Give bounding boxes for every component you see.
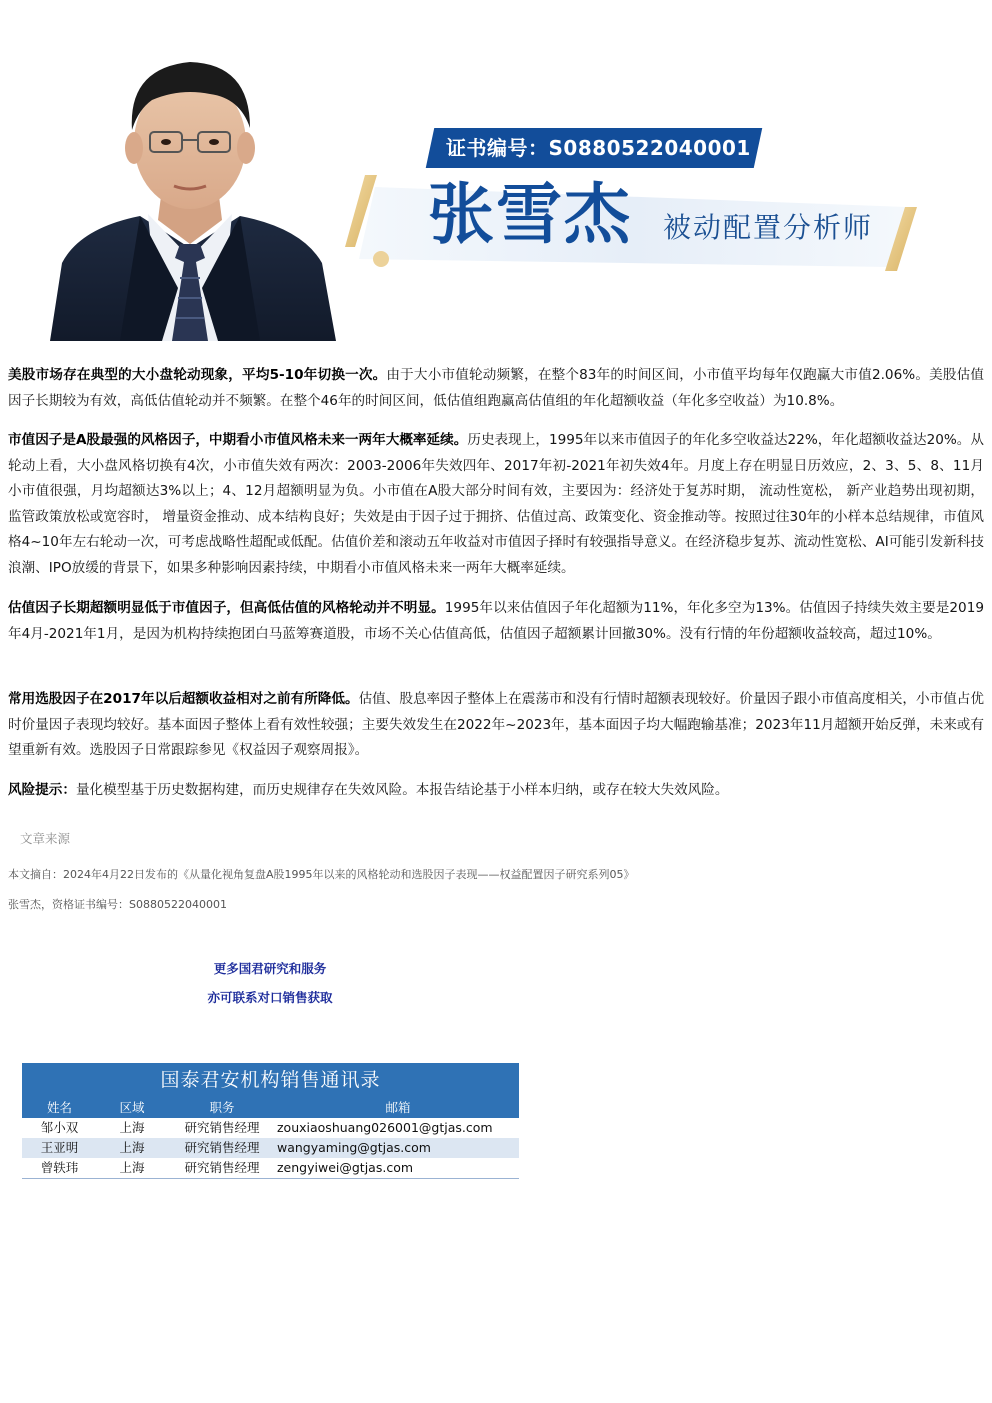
source-heading: 文章来源 xyxy=(20,831,71,846)
contact-region: 上海 xyxy=(119,1160,145,1175)
header-email: 邮箱 xyxy=(385,1100,411,1115)
paragraph-body: 1995年以来估值因子年化超额为11%，年化多空为13%。估值因子持续失效主要是2019年4月-2021年1月，是因为机构持续抱团白马蓝筹赛道股，市场不关心估值高低，估值因子超额累计回撤30%。没有行情的年份超额收益较高，超过10%。 xyxy=(8,600,985,642)
contact-title: 研究销售经理 xyxy=(184,1140,260,1155)
source-citation: 本文摘自：2024年4月22日发布的《从量化视角复盘A股1995年以来的风格轮动和选股因子表现——权益配置因子研究系列05》 xyxy=(8,868,635,881)
header-title: 职务 xyxy=(209,1100,235,1115)
contact-title: 研究销售经理 xyxy=(184,1120,260,1135)
contact-name: 邹小双 xyxy=(40,1120,79,1135)
table-row xyxy=(22,1158,519,1178)
contact-region: 上海 xyxy=(119,1140,145,1155)
paragraph-risk-warning xyxy=(8,778,984,804)
contact-region: 上海 xyxy=(119,1120,145,1135)
paragraph-lead: 美股市场存在典型的大小盘轮动现象，平均5-10年切换一次。 xyxy=(8,367,387,383)
analyst-name: 张雪杰 xyxy=(428,175,632,253)
certificate-number: 证书编号：S0880522040001 xyxy=(446,136,751,160)
contact-email[interactable]: wangyaming@gtjas.com xyxy=(277,1140,431,1155)
paragraph-body: 由于大小市值轮动频繁，在整个83年的时间区间，小市值平均每年仅跑赢大市值2.06%。美股估值因子长期较为有效，高低估值轮动并不频繁。在整个46年的时间区间，低估值组跑赢高估值组的年化超额收益（年化多空收益）为10.8%。 xyxy=(8,367,984,409)
analyst-role: 被动配置分析师 xyxy=(663,211,874,244)
paragraph-common-factors xyxy=(8,687,984,764)
contact-email[interactable]: zengyiwei@gtjas.com xyxy=(277,1160,414,1175)
contact-name: 王亚明 xyxy=(40,1140,79,1155)
paragraph-lead: 风险提示： xyxy=(8,782,76,798)
analyst-portrait xyxy=(40,48,342,341)
paragraph-body: 估值、股息率因子整体上在震荡市和没有行情时超额表现较好。价量因子跟小市值高度相关，小市值占优时价量因子表现均较好。基本面因子整体上看有效性较强；主要失效发生在2022年~2023年，基本面因子均大幅跑输基准；2023年11月超额开始反弹，未来或有望重新有效。选股因子日常跟踪参见《权益因子观察周报》。 xyxy=(8,691,984,758)
sales-contact-table xyxy=(22,1063,519,1179)
table-row xyxy=(22,1138,519,1158)
contact-name: 曾轶玮 xyxy=(40,1160,79,1175)
paragraph-body: 历史表现上，1995年以来市值因子的年化多空收益达22%，年化超额收益达20%。从轮动上看，大小盘风格切换有4次，小市值失效有两次：2003-2006年失效四年、2017年初-2021年初失效4年。月度上存在明显日历效应，2、3、5、8、11月小市值很强，月均超额达3%以上；4、12月超额明显为负。小市值在A股大部分时间有效，主要因为：经济处于复苏时期， 流动性宽松， 新产业趋势出现初期，监管政策放松或宽容时， 增量资金推动、成本结构良好；失效是由于因子过于拥挤、估值过高、政策变化、资金推动等。按照过往30年的小样本总结规律，市值风格4~10年左右轮动一次，可考虑战略性超配或低配。估值价差和滚动五年收益对市值因子择时有较强指导意义。在经济稳步复苏、流动性宽松、AI可能引发新科技浪潮、IPO放缓的背景下，如果多种影响因素持续，中期看小市值风格未来一两年大概率延续。 xyxy=(8,432,984,576)
table-row xyxy=(22,1118,519,1138)
paragraph-value-factor xyxy=(8,596,984,647)
header-region: 区域 xyxy=(119,1100,145,1115)
table-header xyxy=(22,1098,519,1118)
source-author: 张雪杰，资格证书编号：S0880522040001 xyxy=(8,898,227,911)
contact-title: 研究销售经理 xyxy=(184,1160,260,1175)
table-title: 国泰君安机构销售通讯录 xyxy=(22,1063,519,1098)
table-bottom-rule xyxy=(22,1178,519,1179)
cta-line-1: 更多国君研究和服务 xyxy=(213,961,327,976)
paragraph-lead: 市值因子是A股最强的风格因子，中期看小市值风格未来一两年大概率延续。 xyxy=(8,432,468,448)
paragraph-lead: 估值因子长期超额明显低于市值因子，但高低估值的风格轮动并不明显。 xyxy=(8,600,445,616)
paragraph-lead: 常用选股因子在2017年以后超额收益相对之前有所降低。 xyxy=(8,691,359,707)
paragraph-us-market xyxy=(8,363,984,414)
contact-email[interactable]: zouxiaoshuang026001@gtjas.com xyxy=(277,1120,493,1135)
cta-line-2: 亦可联系对口销售获取 xyxy=(207,990,333,1005)
author-banner xyxy=(0,0,992,345)
header-name: 姓名 xyxy=(46,1100,72,1115)
paragraph-size-factor xyxy=(8,428,984,581)
paragraph-body: 量化模型基于历史数据构建，而历史规律存在失效风险。本报告结论基于小样本归纳，或存在较大失效风险。 xyxy=(75,782,729,798)
